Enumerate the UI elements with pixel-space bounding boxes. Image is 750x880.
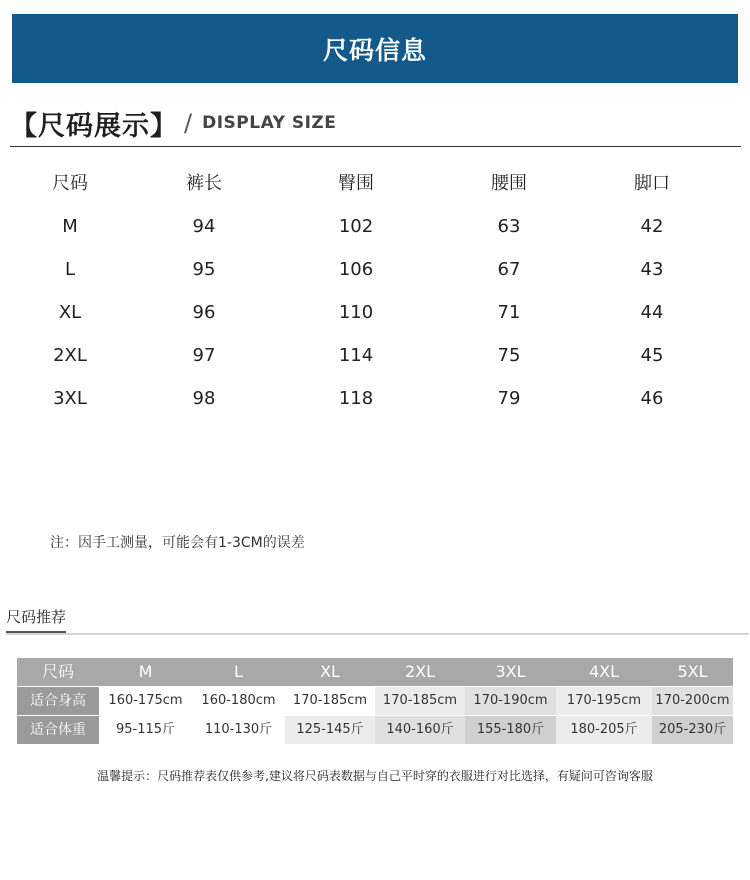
- table-cell: 160-175cm: [99, 687, 192, 715]
- table-row: [0, 291, 750, 334]
- table-cell: 170-185cm: [375, 687, 465, 715]
- table-cell: XL: [58, 302, 82, 323]
- table-cell: 140-160斤: [375, 716, 465, 744]
- table-cell: 97: [192, 345, 216, 366]
- recommend-divider: [6, 633, 749, 635]
- table-cell: 170-190cm: [465, 687, 556, 715]
- table-cell: 79: [497, 388, 521, 409]
- header-cell: 尺码: [17, 658, 99, 686]
- table-cell: 45: [640, 345, 664, 366]
- measurement-note: 注：因手工测量，可能会有1-3CM的误差: [50, 535, 305, 551]
- weight-row: [17, 716, 733, 744]
- table-cell: 114: [338, 345, 374, 366]
- header-cell: 尺码: [52, 173, 88, 194]
- table-cell: 170-185cm: [285, 687, 375, 715]
- table-cell: 43: [640, 259, 664, 280]
- section-title-en: DISPLAY SIZE: [202, 113, 337, 133]
- table-cell: 118: [338, 388, 374, 409]
- table-row: [0, 377, 750, 420]
- table-cell: 3XL: [53, 388, 87, 409]
- height-row: [17, 687, 733, 715]
- table-cell: 95-115斤: [99, 716, 192, 744]
- recommend-table: [17, 658, 733, 744]
- table-row: [0, 205, 750, 248]
- header-cell: 裤长: [186, 173, 222, 194]
- table-cell: 46: [640, 388, 664, 409]
- table-cell: 180-205斤: [556, 716, 652, 744]
- table-cell: 96: [192, 302, 216, 323]
- table-cell: 106: [338, 259, 374, 280]
- size-tip: 温馨提示：尺码推荐表仅供参考,建议将尺码表数据与自己平时穿的衣服进行对比选择，有疑问可咨询客服: [97, 769, 653, 783]
- header-cell: 5XL: [652, 658, 733, 686]
- recommend-title: 尺码推荐: [6, 606, 66, 633]
- table-cell: 2XL: [53, 345, 87, 366]
- header-cell: 4XL: [556, 658, 652, 686]
- table-cell: 160-180cm: [192, 687, 285, 715]
- section-divider: [10, 146, 741, 147]
- table-cell: 110-130斤: [192, 716, 285, 744]
- table-cell: 110: [338, 302, 374, 323]
- header-cell: XL: [285, 658, 375, 686]
- size-table: [0, 162, 750, 420]
- banner-title: 尺码信息: [322, 35, 427, 65]
- table-cell: 75: [497, 345, 521, 366]
- table-cell: 71: [497, 302, 521, 323]
- table-cell: 155-180斤: [465, 716, 556, 744]
- table-cell: 67: [497, 259, 521, 280]
- section-title-cn: 【尺码展示】: [10, 110, 178, 142]
- table-cell: 63: [497, 216, 521, 237]
- table-cell: 44: [640, 302, 664, 323]
- size-table-header: [0, 162, 750, 205]
- section-slash: /: [184, 109, 193, 137]
- header-cell: 3XL: [465, 658, 556, 686]
- table-cell: L: [64, 259, 76, 280]
- table-cell: 95: [192, 259, 216, 280]
- table-row: [0, 248, 750, 291]
- page-banner: [12, 14, 738, 83]
- table-cell: M: [62, 216, 78, 237]
- section-header: [10, 100, 740, 146]
- table-cell: 170-200cm: [652, 687, 733, 715]
- header-cell: 腰围: [491, 173, 527, 194]
- header-cell: L: [192, 658, 285, 686]
- table-cell: 205-230斤: [652, 716, 733, 744]
- table-cell: 42: [640, 216, 664, 237]
- table-cell: 98: [192, 388, 216, 409]
- header-cell: M: [99, 658, 192, 686]
- row-label: 适合身高: [17, 687, 99, 715]
- table-row: [0, 334, 750, 377]
- table-cell: 102: [338, 216, 374, 237]
- recommend-header-row: [17, 658, 733, 686]
- header-cell: 脚口: [634, 173, 670, 194]
- table-cell: 94: [192, 216, 216, 237]
- header-cell: 臀围: [338, 173, 374, 194]
- header-cell: 2XL: [375, 658, 465, 686]
- table-cell: 170-195cm: [556, 687, 652, 715]
- table-cell: 125-145斤: [285, 716, 375, 744]
- row-label: 适合体重: [17, 716, 99, 744]
